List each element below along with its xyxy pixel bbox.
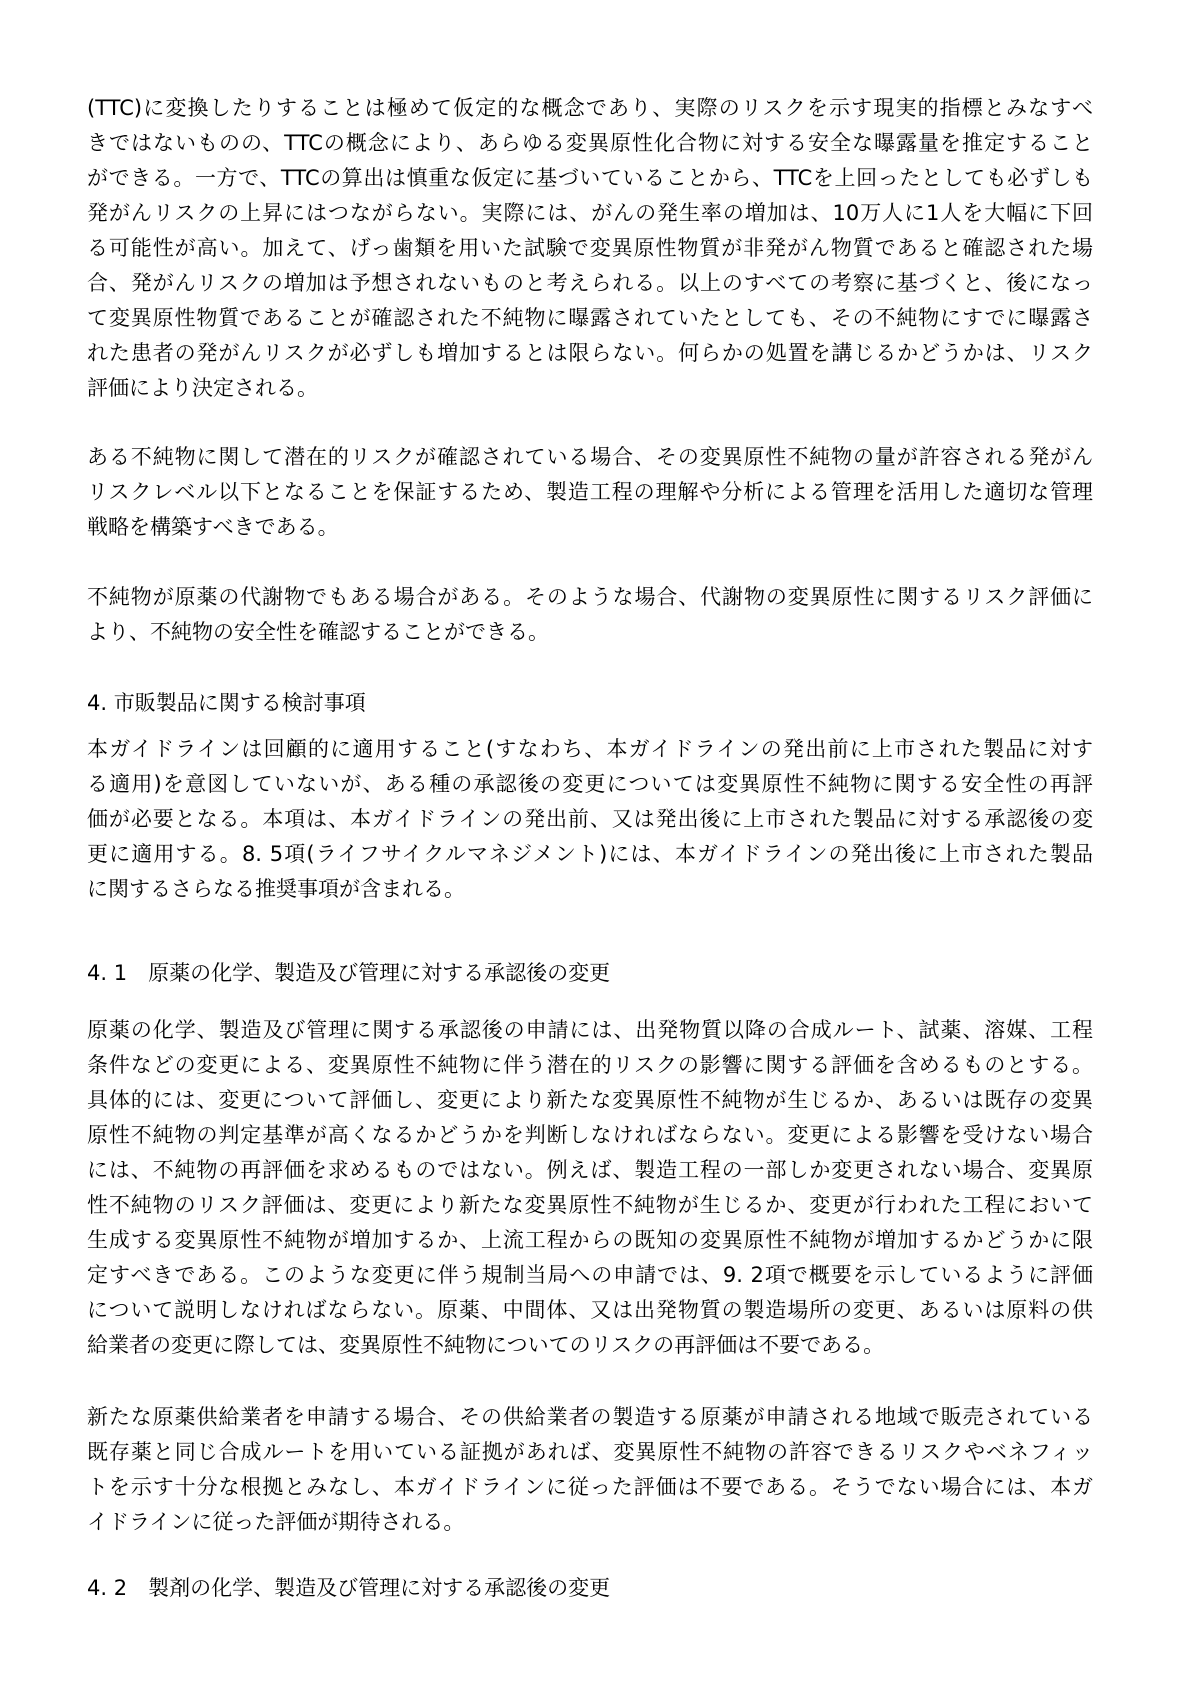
- text-line: 具体的には、変更について評価し、変更により新たな変異原性不純物が生じるか、あるいは既存の変異: [87, 1088, 1093, 1112]
- section-heading-4: [87, 686, 1093, 721]
- text-line: について説明しなければならない。原薬、中間体、又は出発物質の製造場所の変更、あるいは原料の供: [87, 1298, 1093, 1322]
- text-line: 定すべきである。このような変更に伴う規制当局への申請では、9. 2項で概要を示しているように評価: [87, 1263, 1093, 1287]
- text-line: 発がんリスクの上昇にはつながらない。実際には、がんの発生率の増加は、10万人に1人を大幅に下回: [87, 201, 1093, 225]
- heading-text: 4. 市販製品に関する検討事項: [87, 691, 366, 715]
- text-line: (TTC)に変換したりすることは極めて仮定的な概念であり、実際のリスクを示す現実的指標とみなすべ: [87, 96, 1093, 120]
- text-line: 性不純物のリスク評価は、変更により新たな変異原性不純物が生じるか、変更が行われた工程において: [87, 1193, 1093, 1217]
- text-line: には、不純物の再評価を求めるものではない。例えば、製造工程の一部しか変更されない場合、変異原: [87, 1158, 1093, 1182]
- text-line: 既存薬と同じ合成ルートを用いている証拠があれば、変異原性不純物の許容できるリスクやベネフィッ: [87, 1440, 1093, 1464]
- text-line: リスクレベル以下となることを保証するため、製造工程の理解や分析による管理を活用した適切な管理: [87, 480, 1093, 504]
- heading-text: 4. 2 製剤の化学、製造及び管理に対する承認後の変更: [87, 1576, 611, 1600]
- heading-text: 4. 1 原薬の化学、製造及び管理に対する承認後の変更: [87, 961, 611, 985]
- text-line: イドラインに従った評価が期待される。: [87, 1510, 465, 1534]
- text-line: る可能性が高い。加えて、げっ歯類を用いた試験で変異原性物質が非発がん物質であると確認された場: [87, 236, 1093, 260]
- paragraph-new-supplier: [87, 1400, 1093, 1540]
- text-line: 原性不純物の判定基準が高くなるかどうかを判断しなければならない。変更による影響を受けない場合: [87, 1123, 1093, 1147]
- text-line: 評価により決定される。: [87, 376, 318, 400]
- text-line: 条件などの変更による、変異原性不純物に伴う潜在的リスクの影響に関する評価を含めるものとする。: [87, 1053, 1093, 1077]
- text-line: ができる。一方で、TTCの算出は慎重な仮定に基づいていることから、TTCを上回ったとしても必ずしも: [87, 166, 1093, 190]
- text-line: 給業者の変更に際しては、変異原性不純物についてのリスクの再評価は不要である。: [87, 1333, 885, 1357]
- text-line: に関するさらなる推奨事項が含まれる。: [87, 877, 465, 901]
- text-line: きではないものの、TTCの概念により、あらゆる変異原性化合物に対する安全な曝露量を推定すること: [87, 131, 1093, 155]
- text-line: 不純物が原薬の代謝物でもある場合がある。そのような場合、代謝物の変異原性に関するリスク評価に: [87, 585, 1093, 609]
- paragraph-metabolite: [87, 580, 1093, 650]
- text-line: 合、発がんリスクの増加は予想されないものと考えられる。以上のすべての考察に基づくと、後になっ: [87, 271, 1093, 295]
- paragraph-control-strategy: [87, 440, 1093, 545]
- text-line: 生成する変異原性不純物が増加するか、上流工程からの既知の変異原性不純物が増加するかどうかに限: [87, 1228, 1093, 1252]
- paragraph-drug-substance-changes: [87, 1013, 1093, 1363]
- text-line: 価が必要となる。本項は、本ガイドラインの発出前、又は発出後に上市された製品に対する承認後の変: [87, 807, 1093, 831]
- text-line: 戦略を構築すべきである。: [87, 515, 339, 539]
- text-line: る適用)を意図していないが、ある種の承認後の変更については変異原性不純物に関する安全性の再評: [87, 772, 1093, 796]
- section-heading-4-1: [87, 956, 1093, 991]
- paragraph-marketed-products: [87, 732, 1093, 907]
- text-line: トを示す十分な根拠とみなし、本ガイドラインに従った評価は不要である。そうでない場合には、本ガ: [87, 1475, 1093, 1499]
- text-line: れた患者の発がんリスクが必ずしも増加するとは限らない。何らかの処置を講じるかどうかは、リスク: [87, 341, 1093, 365]
- text-line: て変異原性物質であることが確認された不純物に曝露されていたとしても、その不純物にすでに曝露さ: [87, 306, 1093, 330]
- section-heading-4-2: [87, 1571, 1093, 1606]
- paragraph-ttc-risk: [87, 91, 1093, 406]
- text-line: 本ガイドラインは回顧的に適用すること(すなわち、本ガイドラインの発出前に上市された製品に対す: [87, 737, 1093, 761]
- text-line: 更に適用する。8. 5項(ライフサイクルマネジメント)には、本ガイドラインの発出後に上市された製品: [87, 842, 1093, 866]
- text-line: ある不純物に関して潜在的リスクが確認されている場合、その変異原性不純物の量が許容される発がん: [87, 445, 1093, 469]
- text-line: 新たな原薬供給業者を申請する場合、その供給業者の製造する原薬が申請される地域で販売されている: [87, 1405, 1093, 1429]
- text-line: より、不純物の安全性を確認することができる。: [87, 620, 549, 644]
- text-line: 原薬の化学、製造及び管理に関する承認後の申請には、出発物質以降の合成ルート、試薬、溶媒、工程: [87, 1018, 1093, 1042]
